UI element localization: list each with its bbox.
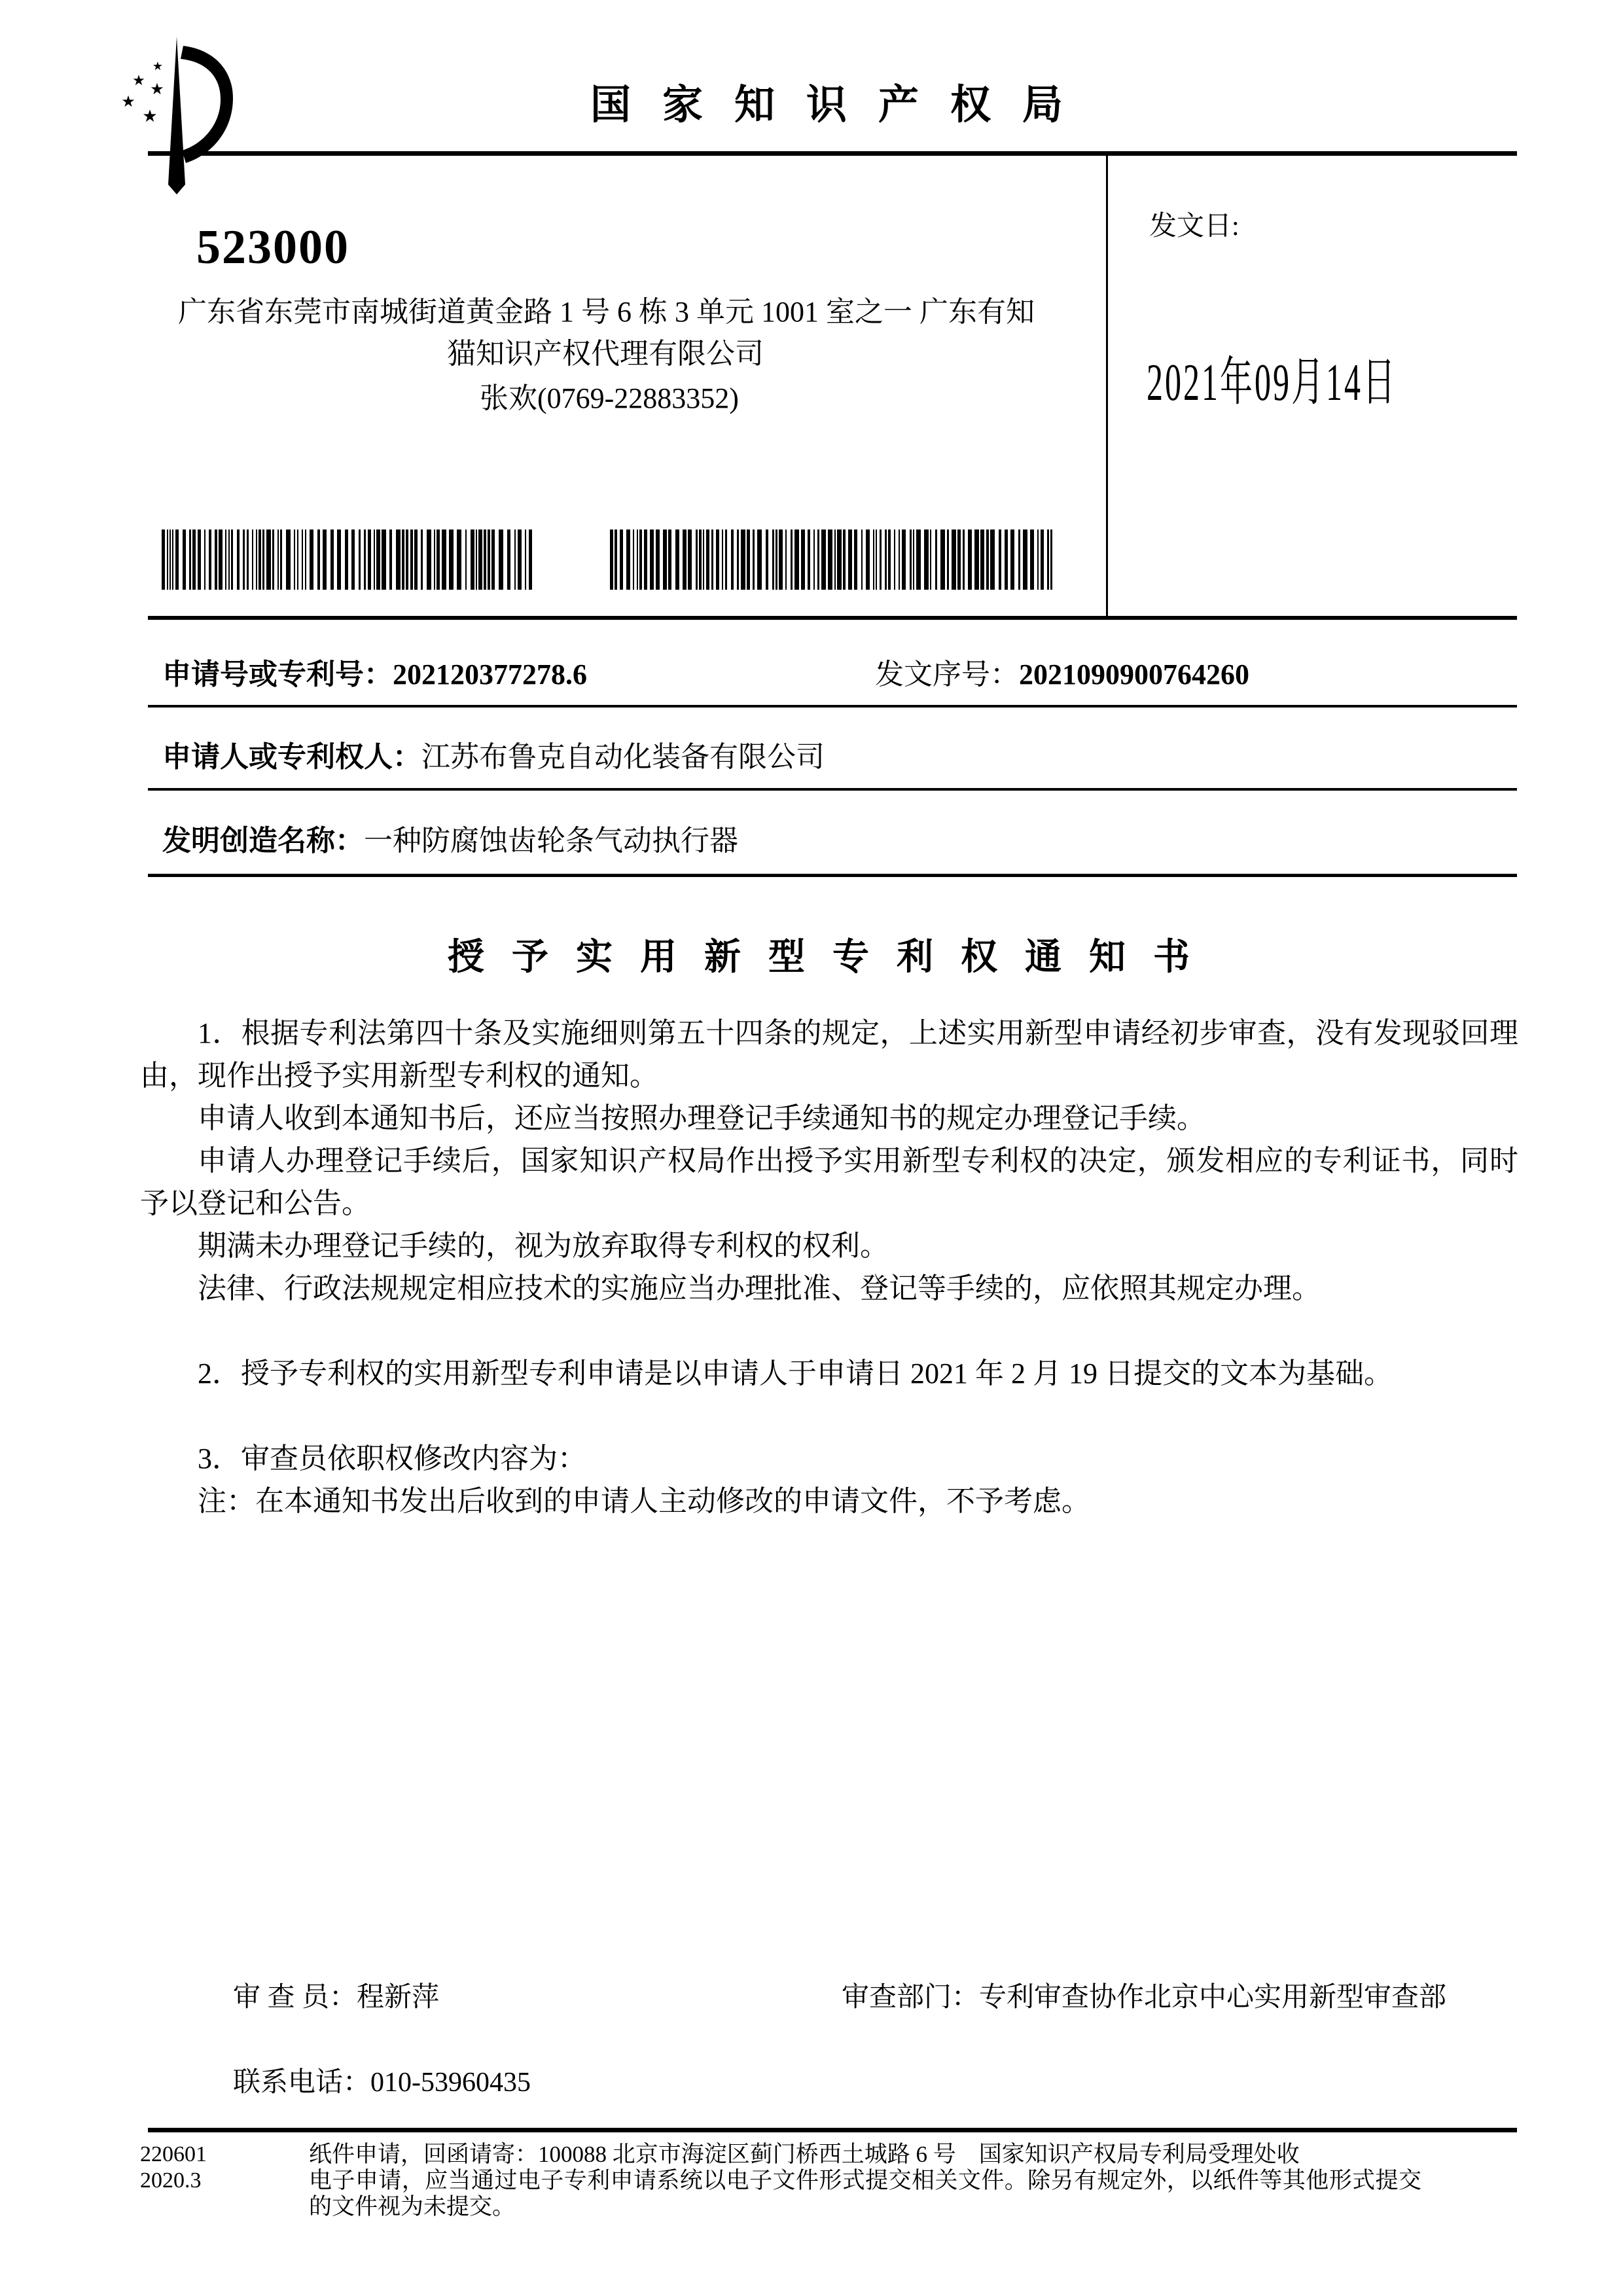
examiner-row: [233, 1975, 439, 2015]
examiner-value: 程新萍: [357, 1982, 440, 2013]
star-icon: ★: [150, 81, 164, 98]
application-number-label: 申请号或专利号：: [162, 658, 393, 691]
department-value: 专利审查协作北京中心实用新型审查部: [979, 1982, 1447, 2013]
application-number-value: 202120377278.6: [393, 658, 587, 691]
header-divider: [148, 151, 1517, 156]
applicant-label: 申请人或专利权人：: [162, 741, 421, 773]
star-icon: ★: [152, 60, 164, 73]
cnipa-logo-icon: [111, 33, 242, 196]
recipient-address-line: 广东省东莞市南城街道黄金路 1 号 6 栋 3 单元 1001 室之一 广东有知: [178, 296, 1035, 328]
notice-title: 授予实用新型专利权通知书: [448, 937, 1217, 978]
divider: [148, 874, 1517, 877]
recipient-contact-line: 张欢(0769-22883352): [480, 382, 739, 414]
department-row: [842, 1975, 1446, 2015]
barcode: [610, 529, 1054, 590]
phone-label: 联系电话：: [233, 2068, 371, 2098]
agency-title: 国家知识产权局: [590, 83, 1095, 128]
phone-value: 010-53960435: [370, 2068, 531, 2098]
invention-title-row: [162, 817, 738, 859]
divider: [148, 616, 1517, 620]
recipient-company-line: 猫知识产权代理有限公司: [447, 338, 764, 370]
invention-title-label: 发明创造名称：: [162, 825, 364, 857]
address-date-divider: [1106, 156, 1108, 618]
footer-note-electronic: 电子申请，应当通过电子专利申请系统以电子文件形式提交相关文件。除另有规定外，以纸件等其他形式提交的文件视为未提交。: [309, 2168, 1421, 2219]
application-number-row: [162, 651, 587, 692]
applicant-value: 江苏布鲁克自动化装备有限公司: [421, 741, 825, 773]
dispatch-serial-label: 发文序号：: [875, 658, 1019, 691]
form-code: 220601: [140, 2142, 207, 2166]
dispatch-serial-row: [875, 651, 1249, 692]
recipient-postal-code: 523000: [196, 221, 349, 274]
department-label: 审查部门：: [842, 1982, 980, 2013]
star-icon: ★: [121, 94, 135, 111]
body-paragraph: 申请人收到本通知书后，还应当按照办理登记手续通知书的规定办理登记手续。: [198, 1102, 1205, 1134]
star-icon: ★: [142, 107, 158, 126]
body-paragraph: 期满未办理登记手续的，视为放弃取得专利权的权利。: [198, 1230, 889, 1262]
notice-body: [140, 1012, 1518, 1522]
star-icon: ★: [132, 72, 145, 88]
invention-title-value: 一种防腐蚀齿轮条气动执行器: [364, 825, 738, 857]
applicant-row: [162, 733, 825, 775]
divider: [148, 788, 1517, 791]
barcode: [162, 529, 535, 590]
footer-divider: [148, 2128, 1517, 2132]
body-paragraph: 2．授予专利权的实用新型专利申请是以申请人于申请日 2021 年 2 月 19 日提交的文本为基础。: [198, 1357, 1393, 1390]
footer-note-paper: 纸件申请，回函请寄：100088 北京市海淀区蓟门桥西土城路 6 号 国家知识产权局专利局受理处收: [309, 2142, 1300, 2167]
divider: [148, 705, 1517, 708]
body-paragraph: 法律、行政法规规定相应技术的实施应当办理批准、登记等手续的，应依照其规定办理。: [198, 1272, 1321, 1304]
body-paragraph: 注：在本通知书发出后收到的申请人主动修改的申请文件，不予考虑。: [198, 1485, 1090, 1517]
footer-codes: [140, 2142, 207, 2194]
dispatch-date-value: 2021年09月14日: [1147, 353, 1397, 412]
footer-notes: [309, 2142, 1421, 2220]
examiner-label: 审 查 员：: [233, 1982, 357, 2013]
dispatch-serial-value: 2021090900764260: [1019, 658, 1249, 691]
body-paragraph: 1．根据专利法第四十条及实施细则第五十四条的规定，上述实用新型申请经初步审查，没有发现驳回理由，现作出授予实用新型专利权的通知。: [140, 1017, 1518, 1092]
dispatch-date-label: 发文日:: [1149, 211, 1240, 242]
phone-row: [233, 2060, 531, 2100]
form-version: 2020.3: [140, 2168, 202, 2193]
body-paragraph: 申请人办理登记手续后，国家知识产权局作出授予实用新型专利权的决定，颁发相应的专利证书，同时予以登记和公告。: [140, 1145, 1518, 1219]
body-paragraph: 3．审查员依职权修改内容为：: [198, 1443, 586, 1475]
